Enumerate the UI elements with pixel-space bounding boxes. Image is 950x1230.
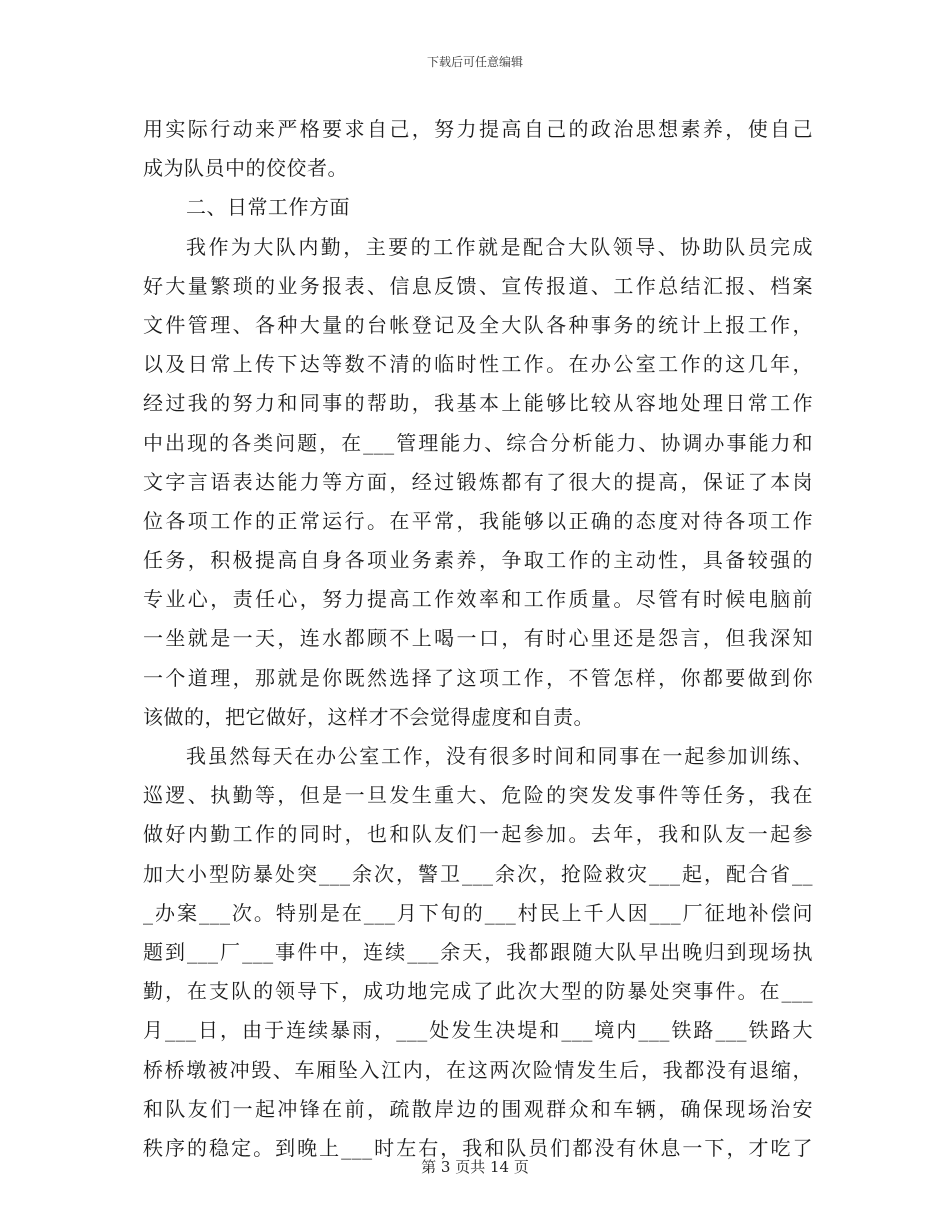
text-line: 中出现的各类问题，在___管理能力、综合分析能力、协调办事能力和 — [143, 430, 813, 455]
document-body — [143, 110, 813, 1168]
text-line: 一个道理，那就是你既然选择了这项工作，不管怎样，你都要做到你 — [143, 665, 813, 690]
text-line: 好大量繁琐的业务报表、信息反馈、宣传报道、工作总结汇报、档案 — [143, 273, 813, 298]
text-line: 我作为大队内勤，主要的工作就是配合大队领导、协助队员完成 — [186, 234, 813, 259]
text-line: 巡逻、执勤等，但是一旦发生重大、危险的突发发事件等任务，我在 — [143, 783, 813, 808]
text-line: 位各项工作的正常运行。在平常，我能够以正确的态度对待各项工作 — [143, 508, 813, 533]
text-line: 勤，在支队的领导下，成功地完成了此次大型的防暴处突事件。在___ — [143, 979, 813, 1004]
text-line: 月___日，由于连续暴雨，___处发生决堤和___境内___铁路___铁路大 — [143, 1018, 813, 1043]
page-number: 第 3 页共 14 页 — [421, 1158, 529, 1176]
text-line: 我虽然每天在办公室工作，没有很多时间和同事在一起参加训练、 — [186, 744, 813, 768]
text-line: 题到___厂___事件中，连续___余天，我都跟随大队早出晚归到现场执 — [143, 939, 813, 964]
text-line: 文字言语表达能力等方面，经过锻炼都有了很大的提高，保证了本岗 — [143, 469, 813, 494]
text-line: 加大小型防暴处突___余次，警卫___余次，抢险救灾___起，配合省__ — [143, 861, 813, 886]
text-line: 文件管理、各种大量的台帐登记及全大队各种事务的统计上报工作， — [143, 312, 813, 337]
text-line: 用实际行动来严格要求自己，努力提高自己的政治思想素养，使自己 — [143, 117, 813, 141]
text-line: 经过我的努力和同事的帮助，我基本上能够比较从容地处理日常工作 — [143, 391, 813, 416]
text-line: _办案___次。特别是在___月下旬的___村民上千人因___厂征地补偿问 — [143, 900, 813, 925]
text-line: 任务，积极提高自身各项业务素养，争取工作的主动性，具备较强的 — [143, 548, 813, 573]
text-line: 秩序的稳定。到晚上___时左右，我和队员们都没有休息一下，才吃了 — [143, 1135, 813, 1160]
text-line: 一坐就是一天，连水都顾不上喝一口，有时心里还是怨言，但我深知 — [143, 626, 813, 651]
section-heading: 二、日常工作方面 — [186, 195, 350, 220]
text-line: 桥桥墩被冲毁、车厢坠入江内，在这两次险情发生后，我都没有退缩， — [143, 1057, 813, 1082]
text-line: 专业心，责任心，努力提高工作效率和工作质量。尽管有时候电脑前 — [143, 587, 813, 612]
text-line: 做好内勤工作的同时，也和队友们一起参加。去年，我和队友一起参 — [143, 822, 813, 847]
text-line: 成为队员中的佼佼者。 — [143, 156, 348, 181]
text-line: 该做的，把它做好，这样才不会觉得虚度和自责。 — [143, 704, 594, 729]
text-line: 以及日常上传下达等数不清的临时性工作。在办公室工作的这几年， — [143, 352, 813, 377]
text-line: 和队友们一起冲锋在前，疏散岸边的围观群众和车辆，确保现场治安 — [143, 1096, 813, 1121]
page-header-note: 下载后可任意编辑 — [426, 55, 523, 69]
